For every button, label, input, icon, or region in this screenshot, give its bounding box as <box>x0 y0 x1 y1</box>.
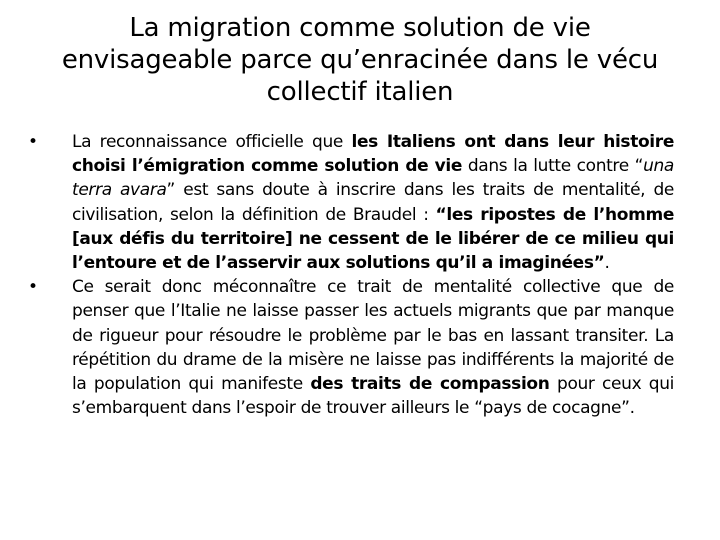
bullet-list <box>28 130 674 420</box>
slide-title <box>40 12 680 108</box>
title-line: La migration comme solution de vie <box>129 13 591 43</box>
bold-text-run: les Italiens ont dans leur histoire choisi l’émigration comme solution de vie <box>72 132 674 177</box>
bullet-dot-icon: • <box>28 132 38 152</box>
bold-text-run: “les ripostes de l’homme [aux défis du territoire] ne cessent de le libérer de ce milieu qui l’entoure et de l’asservir aux solutions qu’il a imaginées” <box>72 204 674 274</box>
bullet-item <box>28 275 674 420</box>
bullet-text <box>72 130 674 275</box>
bold-text-run: des traits de compassion <box>310 374 550 395</box>
bullet-dot-icon: • <box>28 277 38 298</box>
text-run: pour ceux qui s’embarquent dans l’espoir de trouver ailleurs le “pays de cocagne”. <box>72 374 675 419</box>
text-run: La reconnaissance officielle que <box>72 132 352 152</box>
text-run: dans la lutte contre “ <box>462 156 644 177</box>
title-line: collectif italien <box>266 77 454 107</box>
bullet-text <box>72 275 674 420</box>
text-run: . <box>604 253 610 274</box>
italic-text-run: una terra avara <box>72 156 674 201</box>
text-run: Ce serait donc méconnaître ce trait de mentalité collective que de penser que l’Italie ne laisse passer les actuels migrants que par manque de rigueur pour résoudre le problème par le bas en lassant transiter. La répétition du drame de la misère ne laisse pas indifférents la majorité de la population qui manifeste <box>72 277 674 395</box>
text-run: ” est sans doute à inscrire dans les traits de mentalité, de civilisation, selon la définition de Braudel : <box>72 180 674 225</box>
bullet-item <box>28 130 674 275</box>
title-line: envisageable parce qu’enracinée dans le vécu <box>61 45 659 75</box>
